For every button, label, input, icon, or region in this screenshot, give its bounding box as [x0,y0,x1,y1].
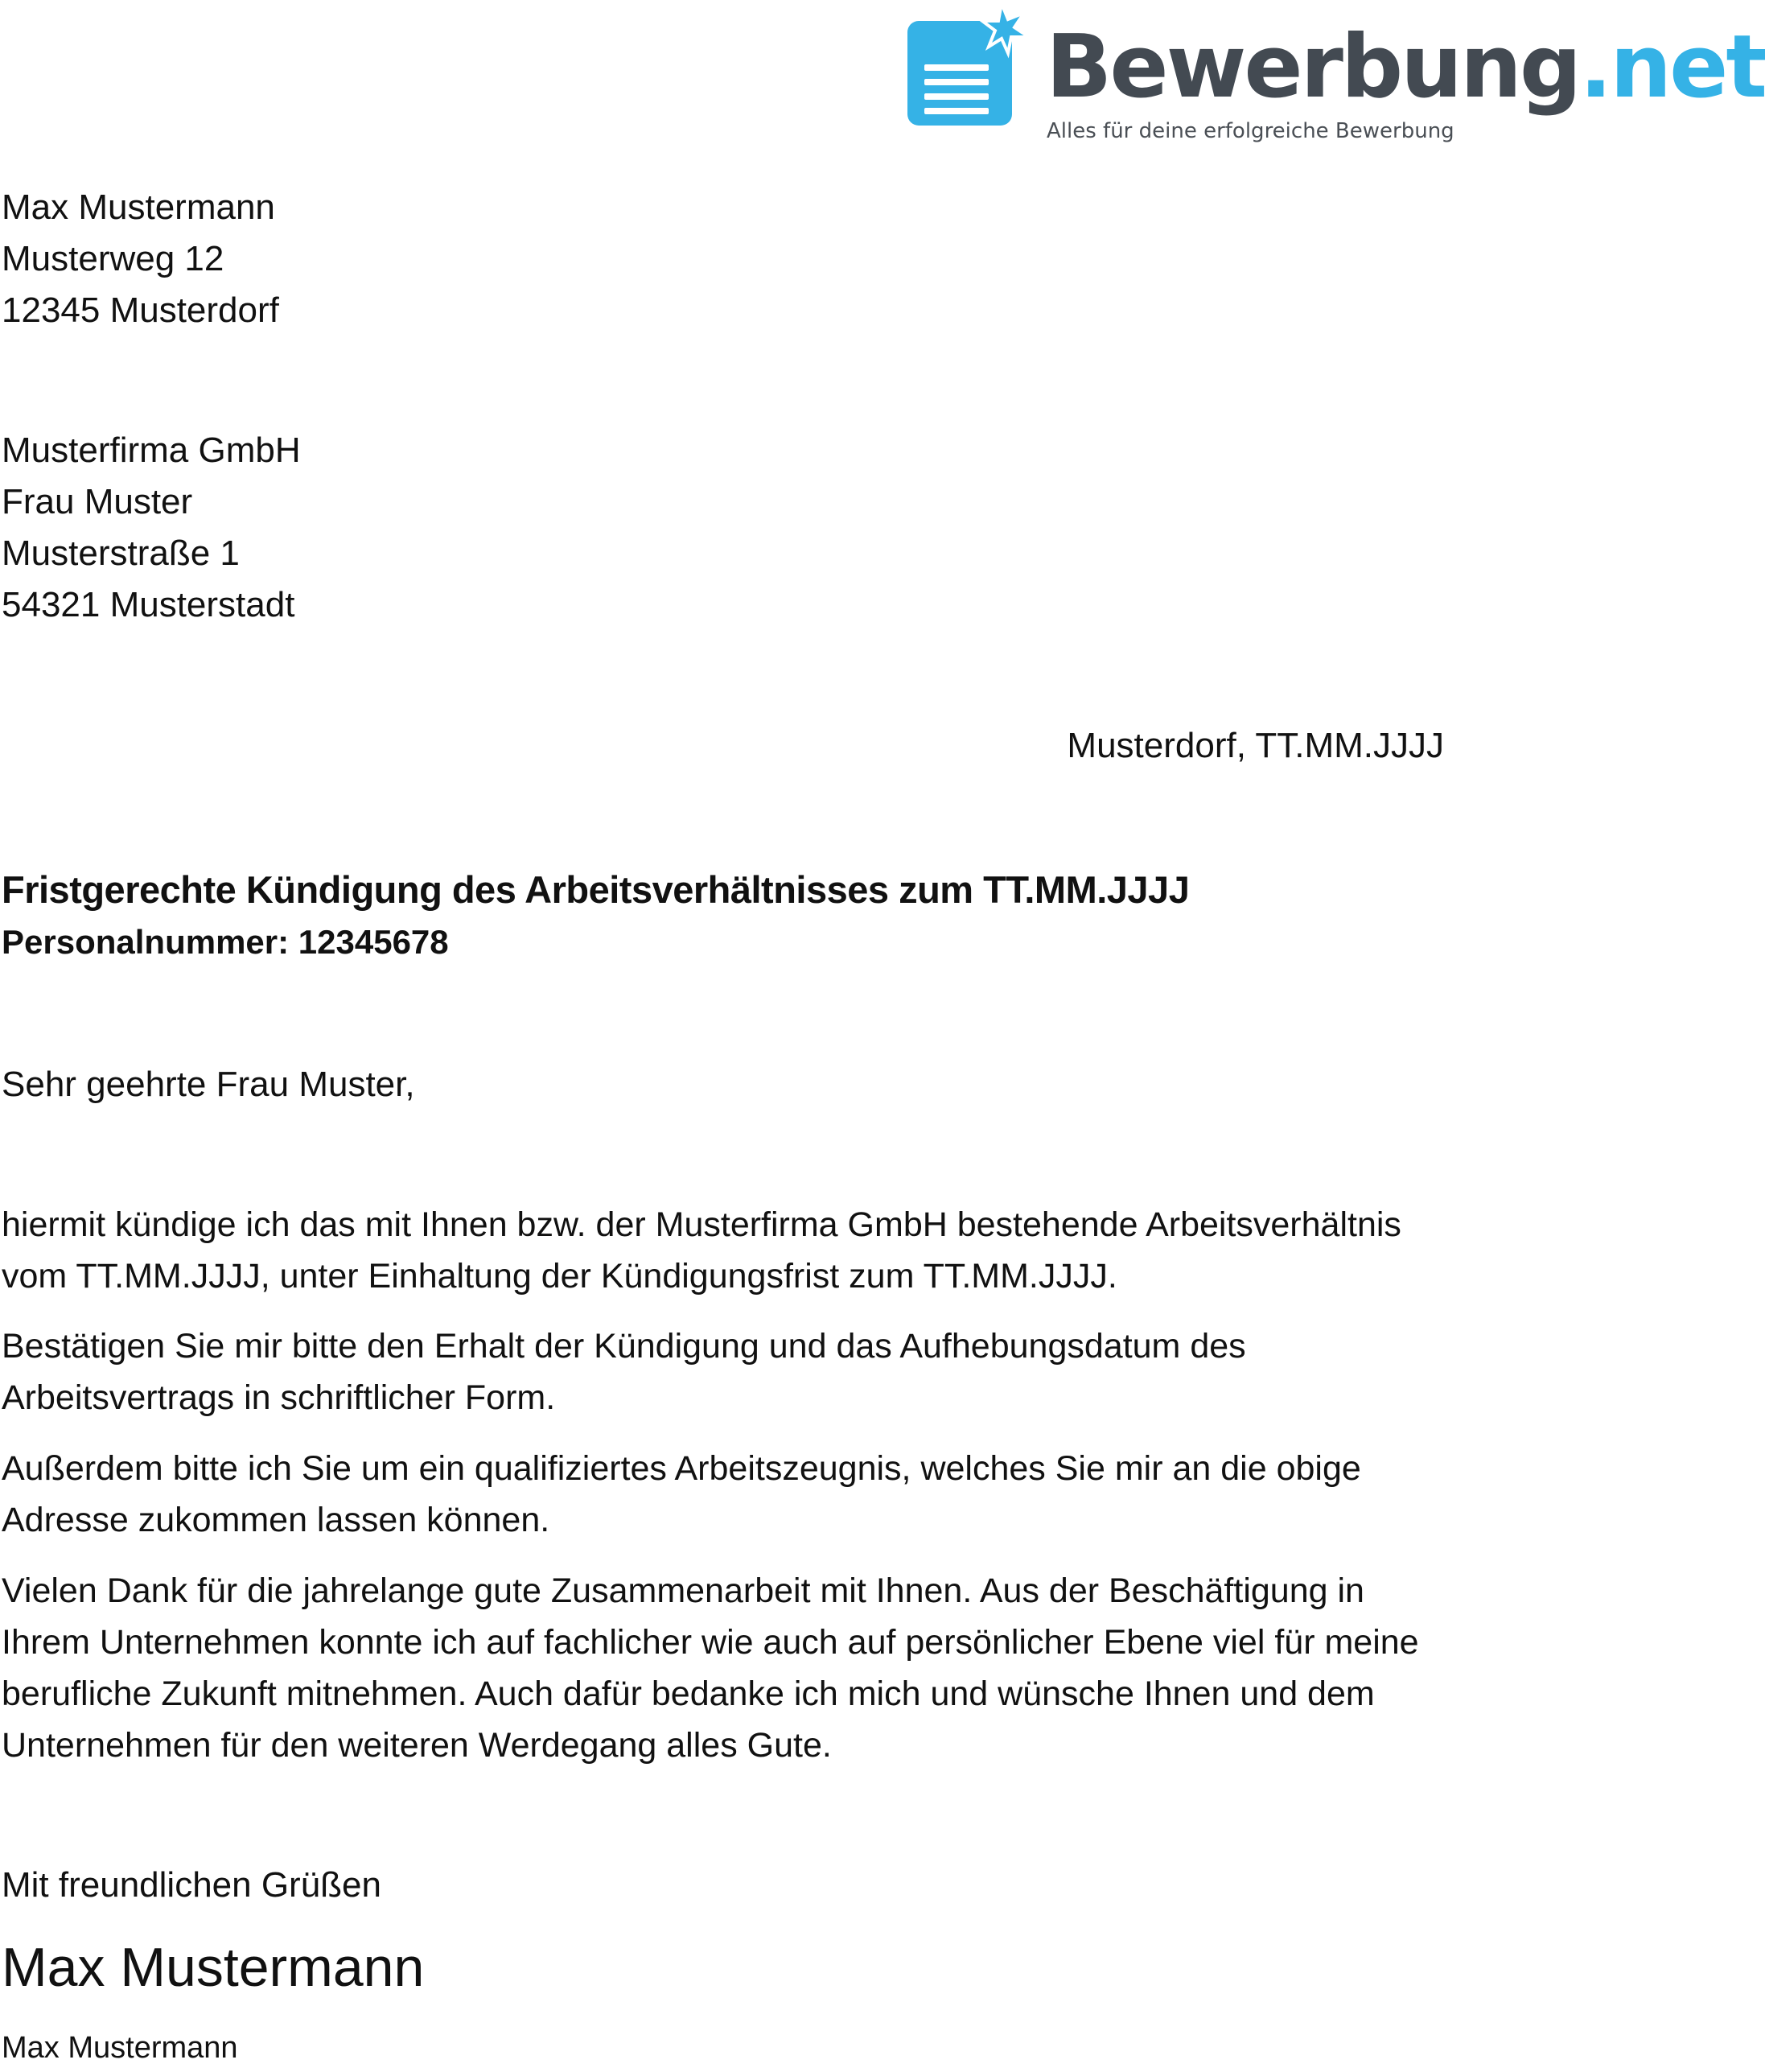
brand-tld: .net [1579,17,1765,117]
body-paragraph: Vielen Dank für die jahrelange gute Zusammenarbeit mit Ihnen. Aus der Beschäftigung in Ihrem Unternehmen konnte ich auf fachlicher wie auch auf persönlicher Ebene viel für meine berufliche Zukunft mitnehmen. Auch dafür bedanke ich mich und wünsche Ihnen und dem Unternehmen für den weiteren Werdegang alles Gute. [2,1572,1419,1765]
signature: Max Mustermann [2,1937,425,1998]
signed-name: Max Mustermann [2,2031,238,2065]
sender-address [2,182,279,336]
document-sparkle-icon [905,2,1042,130]
personnel-number: Personalnummer: 12345678 [2,923,449,961]
recipient-street: Musterstraße 1 [2,533,240,573]
subject-line: Fristgerechte Kündigung des Arbeitsverhältnisses zum TT.MM.JJJJ [2,868,1190,911]
recipient-address [2,425,301,631]
brand-logo [905,2,1765,146]
body-paragraph: Bestätigen Sie mir bitte den Erhalt der Kündigung und das Aufhebungsdatum des Arbeitsvertrags in schriftlicher Form. [2,1327,1246,1417]
brand-wordmark [1046,17,1765,117]
body-paragraph: hiermit kündige ich das mit Ihnen bzw. der Musterfirma GmbH bestehende Arbeitsverhältnis vom TT.MM.JJJJ, unter Einhaltung der Kündigungsfrist zum TT.MM.JJJJ. [2,1205,1401,1296]
closing-phrase: Mit freundlichen Grüßen [2,1865,381,1905]
recipient-company: Musterfirma GmbH [2,430,301,470]
sender-name: Max Mustermann [2,187,275,227]
sender-city: 12345 Musterdorf [2,290,279,330]
date-line: Musterdorf, TT.MM.JJJJ [1067,726,1444,765]
salutation: Sehr geehrte Frau Muster, [2,1065,415,1104]
sender-street: Musterweg 12 [2,239,224,278]
brand-tagline: Alles für deine erfolgreiche Bewerbung [1047,119,1454,143]
brand-name: Bewerbung [1046,17,1580,117]
body-paragraph: Außerdem bitte ich Sie um ein qualifiziertes Arbeitszeugnis, welches Sie mir an die obige Adresse zukommen lassen können. [2,1449,1361,1539]
recipient-contact: Frau Muster [2,482,193,521]
recipient-city: 54321 Musterstadt [2,585,295,624]
